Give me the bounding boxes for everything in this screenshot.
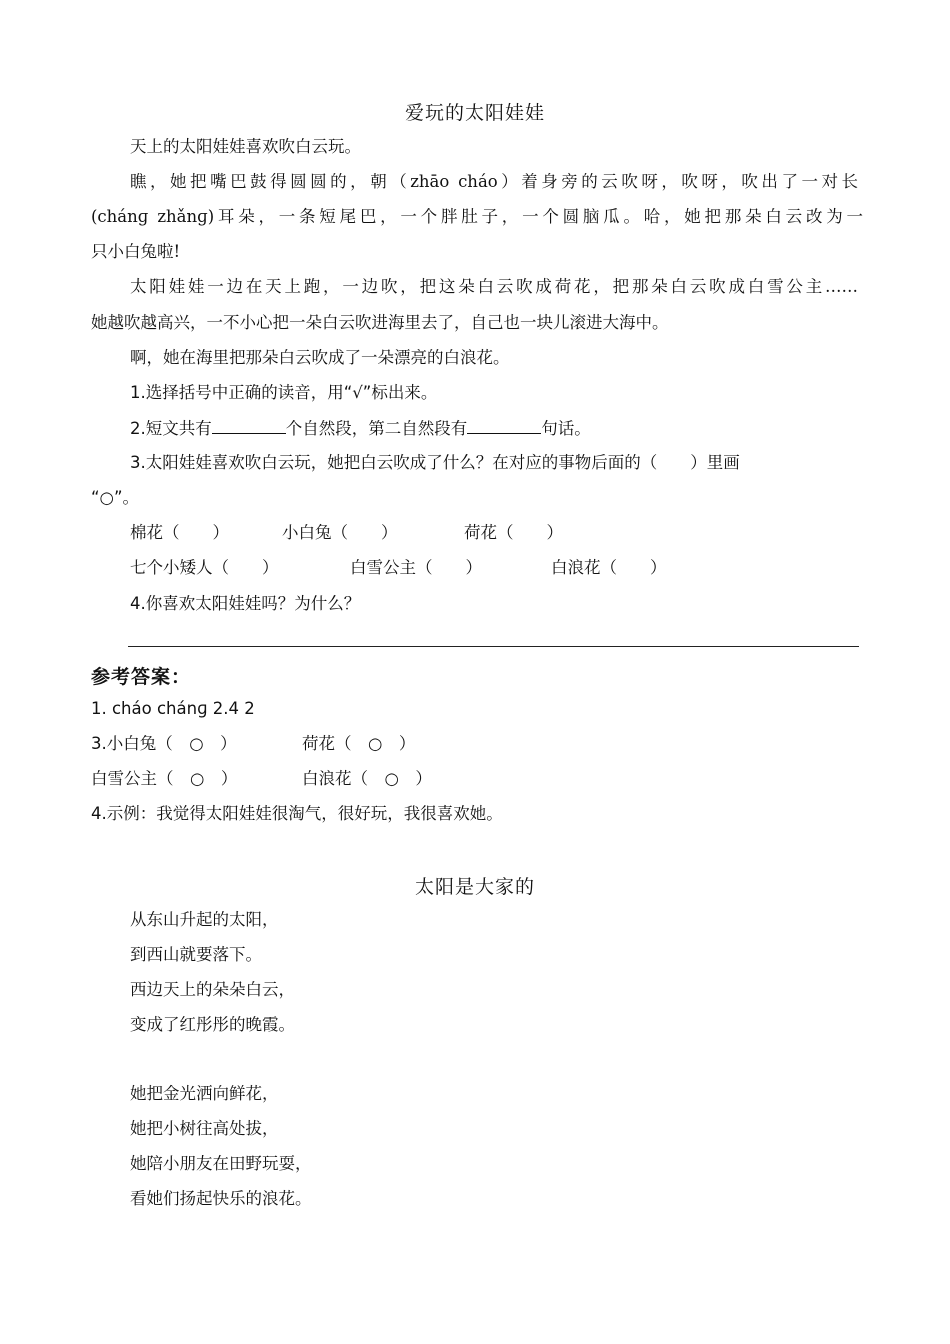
option-white-wave[interactable]: 白浪花（ ） — [551, 558, 667, 577]
answer-area-rule — [128, 646, 859, 647]
poem-title: 太阳是大家的 — [414, 876, 535, 898]
poem-line: 她把金光洒向鲜花， — [130, 1084, 279, 1103]
passage-paragraph-1: 天上的太阳娃娃喜欢吹白云玩。 — [130, 137, 361, 156]
option-cotton[interactable]: 棉花（ ） — [130, 523, 229, 542]
passage-paragraph-2-line-3: 只小白兔啦! — [91, 242, 181, 261]
option-lotus[interactable]: 荷花（ ） — [464, 523, 563, 542]
passage-paragraph-3-line-1: 太阳娃娃一边在天上跑，一边吹，把这朵白云吹成荷花，把那朵白云吹成白雪公主…… — [130, 277, 858, 296]
option-seven-dwarfs[interactable]: 七个小矮人（ ） — [130, 558, 279, 577]
passage-paragraph-4: 啊，她在海里把那朵白云吹成了一朵漂亮的白浪花。 — [130, 348, 510, 367]
poem-line: 看她们扬起快乐的浪花。 — [130, 1189, 312, 1208]
answer-3-rabbit: 3.小白兔（ ○ ） — [91, 734, 237, 753]
question-1: 1.选择括号中正确的读音，用“√”标出来。 — [130, 383, 438, 402]
poem-line: 从东山升起的太阳， — [130, 910, 279, 929]
poem-line: 到西山就要落下。 — [130, 945, 262, 964]
answer-3-lotus: 荷花（ ○ ） — [302, 734, 416, 753]
answer-blank-paragraph-count[interactable] — [212, 417, 286, 434]
question-2 — [130, 417, 591, 440]
passage-paragraph-2-line-1: 瞧，她把嘴巴鼓得圆圆的，朝（zhāo cháo）着身旁的云吹呀，吹呀，吹出了一对长 — [130, 172, 858, 191]
question-3-line-1: 3.太阳娃娃喜欢吹白云玩，她把白云吹成了什么？在对应的事物后面的（ ）里画 — [130, 453, 740, 472]
poem-line: 变成了红彤彤的晚霞。 — [130, 1015, 295, 1034]
question-2-part-b: 个自然段，第二自然段有 — [285, 419, 468, 438]
question-2-part-c: 句话。 — [541, 419, 591, 438]
answer-3-snow-white: 白雪公主（ ○ ） — [91, 769, 238, 788]
passage-paragraph-3-line-2: 她越吹越高兴，一不小心把一朵白云吹进海里去了，自己也一块儿滚进大海中。 — [91, 313, 669, 332]
answer-1-2: 1. cháo chánɡ 2.4 2 — [91, 699, 255, 718]
passage-paragraph-2-line-2: (chánɡ zhǎnɡ)耳朵，一条短尾巴，一个胖肚子，一个圆脑瓜。哈，她把那朵白云改为一 — [91, 207, 863, 226]
poem-line: 她陪小朋友在田野玩耍， — [130, 1154, 312, 1173]
answer-blank-sentence-count[interactable] — [467, 417, 541, 434]
option-little-white-rabbit[interactable]: 小白兔（ ） — [282, 523, 398, 542]
poem-line: 她把小树往高处拔， — [130, 1119, 279, 1138]
question-3-line-2: “○”。 — [91, 488, 139, 507]
answers-title: 参考答案： — [91, 666, 192, 688]
answer-4: 4.示例：我觉得太阳娃娃很淘气，很好玩，我很喜欢她。 — [91, 804, 503, 823]
answer-3-white-wave: 白浪花（ ○ ） — [302, 769, 432, 788]
passage-title: 爱玩的太阳娃娃 — [404, 102, 545, 124]
option-snow-white[interactable]: 白雪公主（ ） — [350, 558, 482, 577]
question-2-part-a: 2.短文共有 — [130, 419, 212, 438]
poem-line: 西边天上的朵朵白云， — [130, 980, 295, 999]
question-4: 4.你喜欢太阳娃娃吗？为什么？ — [130, 594, 361, 613]
